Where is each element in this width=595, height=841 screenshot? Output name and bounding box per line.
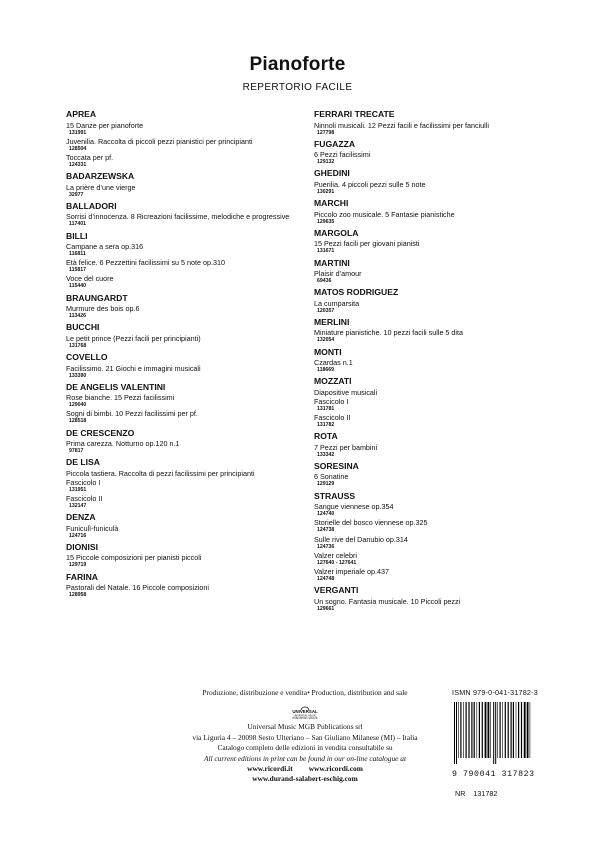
work-title: 15 Danze per pianoforte <box>66 120 144 130</box>
composer-entry <box>314 431 554 459</box>
page-subtitle: REPERTORIO FACILE <box>242 82 353 93</box>
work-title: 6 Pezzi facilissimi <box>314 150 371 160</box>
work-title: Piccola tastiera. Raccolta di pezzi facilissimi per principianti <box>66 468 255 478</box>
work-title: Campane a sera op.316 <box>66 242 144 252</box>
work-title: Fascicolo I <box>66 477 101 487</box>
composer-entry <box>66 109 306 169</box>
catalog-number: 115817 <box>69 267 87 274</box>
work-title: Valzer imperiale op.437 <box>314 566 389 576</box>
composer-entry <box>66 512 306 540</box>
composer-entry <box>314 168 554 196</box>
composer-entry <box>314 376 554 429</box>
barcode-digits: 9 790041 317823 <box>452 770 535 779</box>
nr-label-row <box>452 789 562 798</box>
work-title: 7 Pezzi per bambini <box>314 442 378 452</box>
composer-name: DE ANGELIS VALENTINI <box>66 381 166 392</box>
composer-name: MONTI <box>314 346 342 357</box>
work-title: Valzer celebri <box>314 550 358 560</box>
composer-name: COVELLO <box>66 352 108 363</box>
barcode <box>452 702 562 764</box>
catalog-number: 131768 <box>69 342 87 349</box>
catalog-number: 124736 <box>317 543 335 550</box>
composer-entry <box>314 109 554 137</box>
composer-entry <box>66 352 306 380</box>
catalog-number: 133390 <box>69 372 87 379</box>
catalog-number: 124331 <box>69 161 87 168</box>
logo-sub-music: UNIVERSAL MUSIC <box>293 714 317 718</box>
work-title: Rose bianche. 15 Pezzi facilissimi <box>66 393 175 403</box>
catalog-number: 133342 <box>317 451 335 458</box>
work-title: Funiculì-funiculà <box>66 523 119 533</box>
composer-name: BRAUNGARDT <box>66 292 128 303</box>
composer-name: ROTA <box>314 431 338 442</box>
work-title: Diapositive musicali <box>314 387 378 397</box>
work-title: Ninnoli musicali. 12 Pezzi facili e facilissimi per fanciulli <box>314 120 489 130</box>
work-title: Puerilia. 4 piccoli pezzi sulle 5 note <box>314 179 426 189</box>
work-title: Juvenilia. Raccolta di piccoli pezzi pianistici per principianti <box>66 136 253 146</box>
catalog-number: 131951 <box>69 486 87 493</box>
company-name: Universal Music MGB Publications srl <box>247 722 363 732</box>
catalog-number: 128518 <box>69 418 87 425</box>
work-title: Età felice. 6 Pezzettini facilissimi su 5 note op.310 <box>66 258 226 268</box>
work-title: Sulle rive del Danubio op.314 <box>314 534 408 544</box>
catalog-number: 124716 <box>69 532 87 539</box>
composer-entry <box>66 201 306 229</box>
composer-entry <box>66 428 306 456</box>
composer-entry <box>66 293 306 321</box>
work-title: Storielle del bosco viennese op.325 <box>314 518 428 528</box>
catalog-number: 129040 <box>69 402 87 409</box>
composer-name: MATOS RODRIGUEZ <box>314 287 399 298</box>
work-title: Toccata per pf. <box>66 152 114 162</box>
catalog-number: 124748 <box>317 575 335 582</box>
work-title: Sangue viennese op.354 <box>314 502 394 512</box>
catalog-number: 131781 <box>317 405 335 412</box>
composer-name: GHEDINI <box>314 168 350 179</box>
catalog-number: 127798 <box>317 129 335 136</box>
composer-name: APREA <box>66 109 97 119</box>
composer-entry <box>66 542 306 570</box>
catalog-right-column <box>314 107 554 613</box>
composer-entry <box>66 382 306 426</box>
composer-entry <box>314 347 554 375</box>
composer-name: STRAUSS <box>314 490 356 501</box>
catalog-number: 124740 <box>317 511 335 518</box>
catalog-number: 129661 <box>317 605 335 612</box>
publisher-footer <box>160 688 450 785</box>
nr-label: NR <box>455 789 466 798</box>
link-durand[interactable]: www.durand-salabert-eschig.com <box>252 774 358 784</box>
catalog-number: 115440 <box>69 283 87 290</box>
composer-entry <box>314 139 554 167</box>
catalog-number: 129635 <box>317 218 335 225</box>
composer-name: BADARZEWSKA <box>66 171 135 182</box>
catalog-number: 131991 <box>69 129 87 136</box>
universal-logo <box>275 703 335 720</box>
work-title: Fascicolo II <box>66 494 103 504</box>
composer-name: BALLADORI <box>66 200 117 211</box>
composer-entry <box>314 198 554 226</box>
isbn-block <box>452 688 562 798</box>
work-title: Fascicolo II <box>314 413 351 423</box>
catalog-number: 131782 <box>317 422 335 429</box>
catalog-number: 113426 <box>69 313 87 320</box>
composer-name: FARINA <box>66 571 98 582</box>
composer-entry <box>314 461 554 489</box>
production-note: Produzione, distribuzione e vendita• Production, distribution and sale <box>202 688 408 697</box>
work-title: 15 Pezzi facili per giovani pianisti <box>314 239 420 249</box>
work-title: Miniature pianistiche. 10 pezzi facili sulle 5 dita <box>314 328 464 338</box>
composer-name: MARTINI <box>314 257 350 268</box>
catalog-number: 97817 <box>69 448 84 455</box>
catalog-number: 129719 <box>69 562 87 569</box>
composer-name: MARCHI <box>314 198 349 209</box>
nr-value: 131782 <box>473 789 498 798</box>
work-title: La prière d’une vierge <box>66 182 136 192</box>
composer-name: FUGAZZA <box>314 138 356 149</box>
catalog-note-it: Catalogo completo delle edizioni in vendita consultabile su <box>217 743 393 753</box>
work-title: Czardas n.1 <box>314 358 353 368</box>
logo-sub-group: PUBLISHING GROUP <box>292 717 318 721</box>
catalog-number: 127640 - 127641 <box>317 559 357 566</box>
catalog-number: 132054 <box>317 337 335 344</box>
work-title: Piccolo zoo musicale. 5 Fantasie pianistiche <box>314 209 455 219</box>
composer-name: MARGOLA <box>314 227 359 238</box>
link-ricordi-it[interactable]: www.ricordi.it <box>247 764 293 774</box>
composer-name: DE CRESCENZO <box>66 427 135 438</box>
catalog-number: 124738 <box>317 527 335 534</box>
work-title: Prima carezza. Notturno op.120 n.1 <box>66 439 180 449</box>
composer-entry <box>314 258 554 286</box>
isbn-number: ISMN 979-0-041-31782-3 <box>452 688 538 697</box>
composer-name: MERLINI <box>314 316 350 327</box>
composer-name: BUCCHI <box>66 322 100 333</box>
catalog-number: 129132 <box>317 159 335 166</box>
work-title: Un sogno. Fantasia musicale. 10 Piccoli pezzi <box>314 596 461 606</box>
composer-name: DENZA <box>66 512 96 523</box>
catalog-number: 132147 <box>69 503 87 510</box>
composer-name: DE LISA <box>66 457 100 468</box>
catalog-number: 129129 <box>317 481 335 488</box>
composer-entry <box>66 322 306 350</box>
work-title: Plaisir d’amour <box>314 269 362 279</box>
catalog-number: 120357 <box>317 307 335 314</box>
catalog-number: 118669 <box>317 367 335 374</box>
work-title: 15 Piccole composizioni per pianisti piccoli <box>66 553 202 563</box>
composer-name: VERGANTI <box>314 585 359 596</box>
composer-name: BILLI <box>66 230 88 241</box>
composer-entry <box>66 572 306 600</box>
composer-entry <box>66 171 306 199</box>
link-ricordi-com[interactable]: www.ricordi.com <box>308 764 363 774</box>
work-title: Voce del cuore <box>66 274 114 284</box>
work-title: Murmure des bois op.6 <box>66 304 140 314</box>
catalog-number: 69436 <box>317 278 332 285</box>
work-title: Facilissimo. 21 Giochi e immagini musicali <box>66 363 201 373</box>
composer-name: FERRARI TRECATE <box>314 109 395 119</box>
catalog-number: 117401 <box>69 221 87 228</box>
work-title: Sorrisi d’innocenza. 8 Ricreazioni facilissime, melodiche e progressive <box>66 212 290 222</box>
catalog-number: 131671 <box>317 248 335 255</box>
composer-entry <box>314 317 554 345</box>
composer-entry <box>314 491 554 584</box>
catalog-note-en: All current editions in print can be found in our on-line catalogue at <box>203 753 407 763</box>
composer-name: DIONISI <box>66 541 98 552</box>
work-title: 6 Sonatine <box>314 472 349 482</box>
company-address: via Liguria 4 – 20098 Sesto Ulteriano – San Giuliano Milanese (MI) – Italia <box>192 732 418 742</box>
work-title: Fascicolo I <box>314 396 349 406</box>
work-title: Pastorali del Natale. 16 Piccole composizioni <box>66 583 210 593</box>
composer-entry <box>314 228 554 256</box>
catalog-number: 128958 <box>69 592 87 599</box>
page-title: Pianoforte <box>249 54 346 75</box>
composer-name: SORESINA <box>314 460 359 471</box>
composer-name: MOZZATI <box>314 376 352 387</box>
catalog-number: 32977 <box>69 191 84 198</box>
work-title: Le petit prince (Pezzi facili per principianti) <box>66 333 201 343</box>
logo-wordmark: UNIVERSAL <box>292 709 318 715</box>
composer-entry <box>66 231 306 291</box>
catalog-number: 116811 <box>69 251 86 258</box>
composer-entry <box>314 585 554 613</box>
work-title: La cumparsita <box>314 298 360 308</box>
website-links <box>160 764 450 774</box>
work-title: Sogni di bimbi. 10 Pezzi facilissimi per pf. <box>66 409 198 419</box>
catalog-left-column <box>66 107 306 599</box>
catalog-number: 130291 <box>317 188 335 195</box>
composer-entry <box>314 287 554 315</box>
composer-entry <box>66 457 306 510</box>
catalog-number: 128504 <box>69 145 87 152</box>
